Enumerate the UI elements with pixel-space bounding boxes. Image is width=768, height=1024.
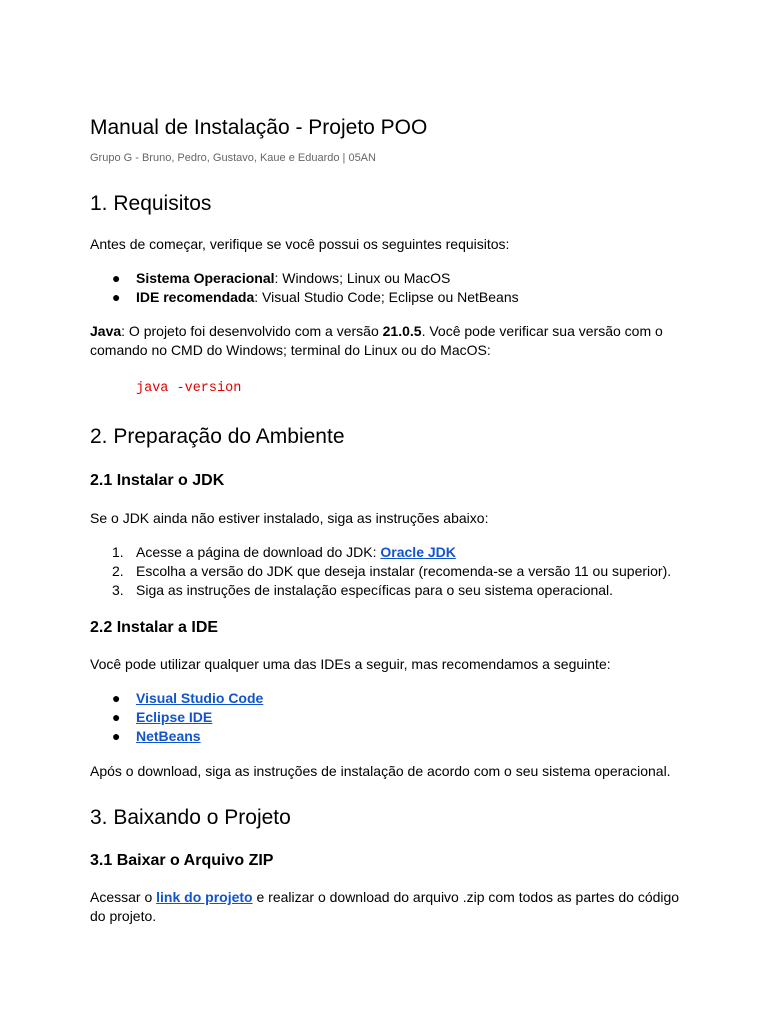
bullet-icon: ● (112, 270, 121, 286)
requisitos-list (90, 269, 519, 307)
jdk-steps-list (90, 543, 671, 600)
list-item (90, 269, 519, 288)
list-item (90, 562, 671, 581)
java-version: 21.0.5 (382, 323, 422, 339)
eclipse-link[interactable]: Eclipse IDE (136, 709, 213, 725)
java-text: : O projeto foi desenvolvido com a versão (121, 323, 383, 339)
oracle-jdk-link[interactable]: Oracle JDK (380, 544, 456, 560)
ide-after-text: Após o download, siga as instruções de instalação de acordo com o seu sistema operacional. (90, 763, 671, 779)
netbeans-link[interactable]: NetBeans (136, 728, 201, 744)
project-link[interactable]: link do projeto (156, 889, 253, 905)
list-item (90, 543, 671, 562)
zip-paragraph (90, 888, 680, 926)
list-item (90, 708, 263, 727)
item-label: Sistema Operacional (136, 270, 275, 286)
vscode-link[interactable]: Visual Studio Code (136, 690, 264, 706)
item-label: IDE recomendada (136, 289, 255, 305)
item-text: : Windows; Linux ou MacOS (274, 270, 451, 286)
bullet-icon: ● (112, 728, 121, 744)
code-snippet: java -version (136, 381, 242, 396)
subsection-heading-zip: 3.1 Baixar o Arquivo ZIP (90, 852, 274, 869)
list-item (90, 727, 263, 746)
document-subtitle: Grupo G - Bruno, Pedro, Gustavo, Kaue e Eduardo | 05AN (90, 152, 376, 164)
bullet-icon: ● (112, 709, 121, 725)
list-item (90, 581, 671, 600)
list-number: 3. (112, 582, 124, 598)
subsection-heading-ide: 2.2 Instalar a IDE (90, 619, 219, 636)
java-text: . Você pode verificar sua versão com o comando no CMD do Windows; terminal do Linux ou do MacOS: (90, 323, 663, 358)
step-text: Escolha a versão do JDK que deseja instalar (recomenda-se a versão 11 ou superior). (136, 563, 672, 579)
java-paragraph (90, 322, 680, 360)
requisitos-intro: Antes de começar, verifique se você possui os seguintes requisitos: (90, 236, 510, 252)
item-text: : Visual Studio Code; Eclipse ou NetBeans (254, 289, 519, 305)
list-number: 2. (112, 563, 124, 579)
list-number: 1. (112, 544, 124, 560)
bullet-icon: ● (112, 690, 121, 706)
section-heading-requisitos: 1. Requisitos (90, 192, 212, 215)
ide-links-list (90, 689, 263, 746)
subsection-heading-jdk: 2.1 Instalar o JDK (90, 472, 225, 489)
step-text: Siga as instruções de instalação específicas para o seu sistema operacional. (136, 582, 614, 598)
list-item (90, 288, 519, 307)
zip-text: Acessar o (90, 889, 157, 905)
section-heading-preparacao: 2. Preparação do Ambiente (90, 425, 345, 448)
list-item (90, 689, 263, 708)
jdk-intro: Se o JDK ainda não estiver instalado, siga as instruções abaixo: (90, 510, 489, 526)
section-heading-baixando: 3. Baixando o Projeto (90, 806, 291, 829)
bullet-icon: ● (112, 289, 121, 305)
java-label: Java (90, 323, 122, 339)
zip-text: e realizar o download do arquivo .zip com todos as partes do código do projeto. (90, 889, 680, 924)
ide-intro: Você pode utilizar qualquer uma das IDEs a seguir, mas recomendamos a seguinte: (90, 656, 611, 672)
document-title: Manual de Instalação - Projeto POO (90, 116, 428, 139)
step-text: Acesse a página de download do JDK: (136, 544, 381, 560)
